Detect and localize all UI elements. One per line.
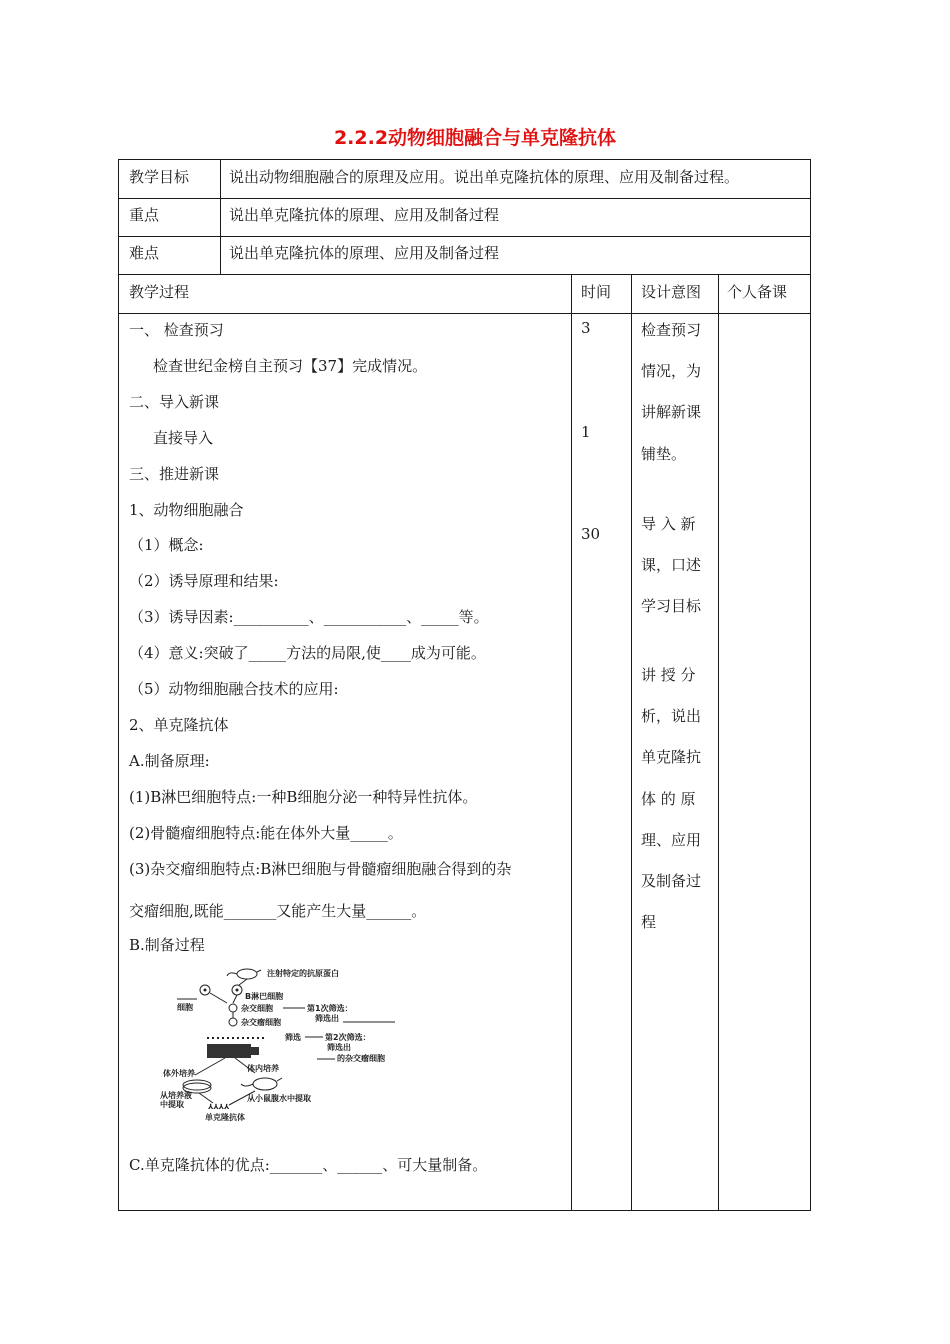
item: （5）动物细胞融合技术的应用: bbox=[129, 680, 339, 698]
key-text: 说出单克隆抗体的原理、应用及制备过程 bbox=[229, 206, 500, 224]
section-1: 一、 检查预习 bbox=[129, 321, 224, 339]
item: 交瘤细胞,既能_______又能产生大量______。 bbox=[129, 902, 427, 920]
screen2-label: 第2次筛选： bbox=[325, 1033, 371, 1042]
screen-word: 筛选 bbox=[285, 1033, 301, 1042]
difficulty-label: 难点 bbox=[129, 244, 160, 262]
item: （2）诱导原理和结果: bbox=[129, 572, 279, 590]
design-line: 检查预习 bbox=[641, 321, 702, 339]
antibody-label: 单克隆抗体 bbox=[205, 1113, 245, 1122]
design-line: 理、应用 bbox=[641, 831, 702, 849]
design-line: 导 入 新 bbox=[641, 515, 696, 533]
culture-flask-icon bbox=[207, 1044, 259, 1058]
design-line: 及制备过 bbox=[641, 872, 702, 890]
hybrid-label: 杂交细胞 bbox=[241, 1004, 273, 1013]
screen1b-label: 筛选出 bbox=[315, 1014, 339, 1023]
header-design: 设计意图 bbox=[641, 283, 702, 301]
in-vivo-label: 体内培养 bbox=[247, 1064, 279, 1073]
item: A.制备原理: bbox=[129, 752, 210, 770]
item: (3)杂交瘤细胞特点:B淋巴细胞与骨髓瘤细胞融合得到的杂 bbox=[129, 860, 512, 878]
item: (2)骨髓瘤细胞特点:能在体外大量_____。 bbox=[129, 824, 403, 842]
design-line: 体 的 原 bbox=[641, 790, 696, 808]
from-medium-label: 从培养液 bbox=[160, 1091, 192, 1100]
goal-label: 教学目标 bbox=[129, 168, 190, 186]
hybridoma-label: 杂交瘤细胞 bbox=[241, 1018, 281, 1027]
header-process: 教学过程 bbox=[129, 283, 190, 301]
screen2b-label: 筛选出 bbox=[327, 1043, 351, 1052]
subsection: 2、单克隆抗体 bbox=[129, 716, 229, 734]
header-time: 时间 bbox=[581, 283, 612, 301]
screen2c-label: 的杂交瘤细胞 bbox=[337, 1054, 385, 1063]
item: （4）意义:突破了_____方法的局限,使____成为可能。 bbox=[129, 644, 486, 662]
item: (1)B淋巴细胞特点:一种B细胞分泌一种特异性抗体。 bbox=[129, 788, 478, 806]
design-line: 讲 授 分 bbox=[641, 666, 696, 684]
cell-label: 细胞 bbox=[177, 1003, 193, 1012]
antibody-preparation-diagram bbox=[155, 963, 425, 1123]
in-vitro-label: 体外培养 bbox=[163, 1069, 195, 1078]
header-personal: 个人备课 bbox=[727, 283, 788, 301]
item: （1）概念: bbox=[129, 536, 204, 554]
screen1-label: 第1次筛选： bbox=[307, 1004, 353, 1013]
b-cell-label: B淋巴细胞 bbox=[245, 992, 284, 1001]
extract-label: 中提取 bbox=[160, 1100, 184, 1109]
key-label: 重点 bbox=[129, 206, 160, 224]
mouse-icon bbox=[227, 969, 261, 979]
body-text: 检查世纪金榜自主预习【37】完成情况。 bbox=[153, 357, 428, 375]
antibody-glyphs: ⅄⅄⅄⅄ bbox=[208, 1103, 230, 1111]
subsection: 1、动物细胞融合 bbox=[129, 501, 244, 519]
design-line: 学习目标 bbox=[641, 597, 702, 615]
section-2: 二、导入新课 bbox=[129, 393, 220, 411]
goal-text: 说出动物细胞融合的原理及应用。说出单克隆抗体的原理、应用及制备过程。 bbox=[229, 168, 740, 186]
time-value: 1 bbox=[581, 423, 591, 441]
body-text: 直接导入 bbox=[153, 429, 214, 447]
item: C.单克隆抗体的优点:_______、______、可大量制备。 bbox=[129, 1156, 488, 1174]
design-line: 情况，为 bbox=[641, 362, 702, 380]
design-line: 单克隆抗 bbox=[641, 748, 702, 766]
difficulty-text: 说出单克隆抗体的原理、应用及制备过程 bbox=[229, 244, 500, 262]
design-line: 析，说出 bbox=[641, 707, 702, 725]
inject-label: 注射特定的抗原蛋白 bbox=[267, 969, 339, 978]
from-mouse-label: 从小鼠腹水中提取 bbox=[247, 1094, 311, 1103]
section-3: 三、推进新课 bbox=[129, 465, 220, 483]
design-line: 铺垫。 bbox=[641, 445, 687, 463]
time-value: 30 bbox=[581, 525, 601, 543]
design-line: 讲解新课 bbox=[641, 403, 702, 421]
mouse-icon bbox=[241, 1078, 282, 1090]
design-line: 程 bbox=[641, 913, 657, 931]
time-value: 3 bbox=[581, 319, 591, 337]
document-title: 2.2.2动物细胞融合与单克隆抗体 bbox=[333, 127, 617, 149]
item: （3）诱导因素:__________、___________、_____等。 bbox=[129, 608, 489, 626]
design-line: 课，口述 bbox=[641, 556, 702, 574]
item: B.制备过程 bbox=[129, 936, 205, 954]
